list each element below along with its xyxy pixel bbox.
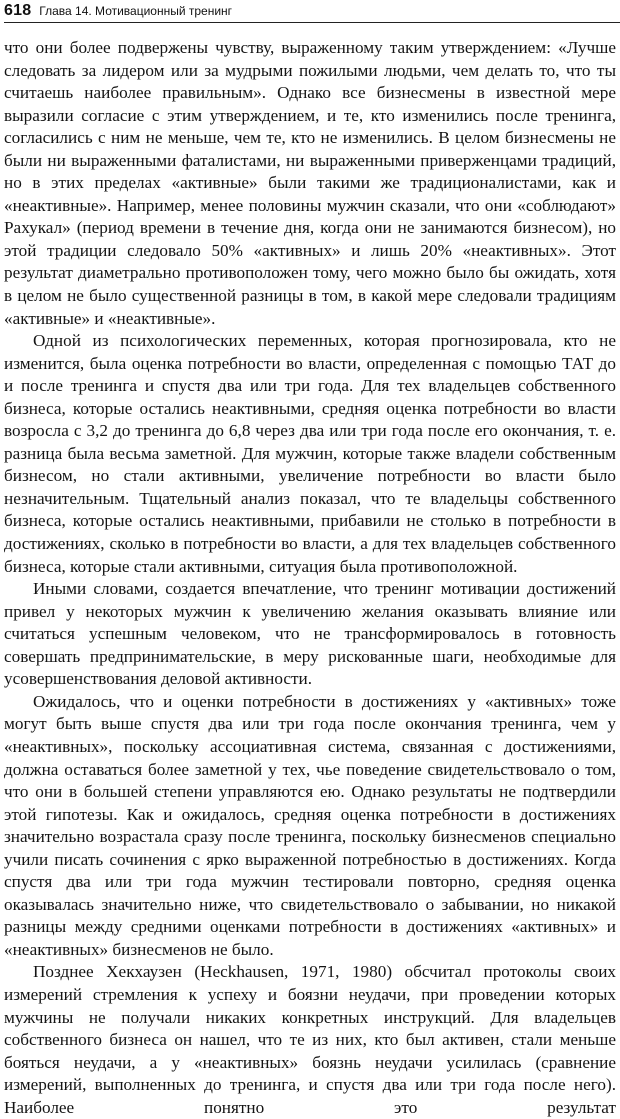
paragraph-continues: Позднее Хекхаузен (Heckhausen, 1971, 1980) обсчитал протоколы своих измерений стремления к успеху и боязни неудачи, при проведении которых мужчины не получали никаких конкретных инструкций. Для владельцев собственного бизнеса он нашел, что те из них, кто был активен, стали меньше бояться неудачи, а у «неактивных» боязнь неудачи усилилась (сравнение измерений, выполненных до тренинга, и спустя два или три года после него). Наиболее понятно это результат [4, 962, 616, 1117]
chapter-title: Глава 14. Мотивационный тренинг [39, 4, 233, 18]
paragraph: Ожидалось, что и оценки потребности в достижениях у «активных» тоже могут быть выше спустя два или три года после окончания тренинга, чем у «неактивных», поскольку ассоциативная система, связанная с достижениями, должна оставаться более заметной у тех, чье поведение свидетельствовало о том, что они в большей степени управляются ею. Однако результаты не подтвердили этой гипотезы. Как и ожидалось, средняя оценка потребности в достижениях значительно возрастала сразу после тренинга, поскольку бизнесменов специально учили писать сочинения с ярко выраженной потребностью в достижениях. Когда спустя два или три года мужчин тестировали повторно, средняя оценка оказывалась значительно ниже, что свидетельствовало о забывании, но никакой разницы между средними оценками потребности в достижениях «активных» и «неактивных» бизнесменов не было. [4, 691, 616, 959]
page-number: 618 [4, 2, 32, 19]
paragraph: Иными словами, создается впечатление, что тренинг мотивации достижений привел у некоторых мужчин к увеличению желания оказывать влияние или считаться успешным человеком, что не трансформировалось в готовность совершать предпринимательские, в меру рискованные шаги, необходимые для усовершенствования деловой активности. [4, 579, 616, 689]
page-header [4, 0, 620, 23]
paragraph-continued: что они более подвержены чувству, выраженному таким утверждением: «Лучше следовать за лидером или за мудрыми пожилыми людьми, чем делать то, что ты считаешь наиболее правильным». Однако все бизнесмены в известной мере выразили согласие с этим утверждением, и те, кто изменились после тренинга, согласились с ним не меньше, чем те, кто не изменились. В целом бизнесмены не были ни выраженными фаталистами, ни выраженными приверженцами традиций, но в этих пределах «активные» были такими же традиционалистами, как и «неактивные». Например, менее половины мужчин сказали, что они «соблюдают» Рахукал» (период времени в течение дня, когда они не занимаются бизнесом), но этой традиции следовало 50% «активных» и лишь 20% «неактивных». Этот результат диаметрально противоположен тому, чего можно было бы ожидать, хотя в целом не было существенной разницы в том, в какой мере следовали традициям «активные» и «неактивные». [4, 38, 616, 328]
body-text [4, 37, 616, 1119]
paragraph: Одной из психологических переменных, которая прогнозировала, кто не изменится, была оценка потребности во власти, определенная с помощью ТАТ до и после тренинга и спустя два или три года. Для тех владельцев собственного бизнеса, которые остались неактивными, средняя оценка потребности во власти возросла с 3,2 до тренинга до 6,8 через два или три года после его окончания, т. е. разница была весьма заметной. Для мужчин, которые также владели собственным бизнесом, но стали активными, увеличение потребности во власти было незначительным. Тщательный анализ показал, что те владельцы собственного бизнеса, которые остались неактивными, прибавили не столько в потребности в достижениях, сколько в потребности во власти, а для тех владельцев собственного бизнеса, которые стали активными, ситуация была противоположной. [4, 331, 616, 576]
